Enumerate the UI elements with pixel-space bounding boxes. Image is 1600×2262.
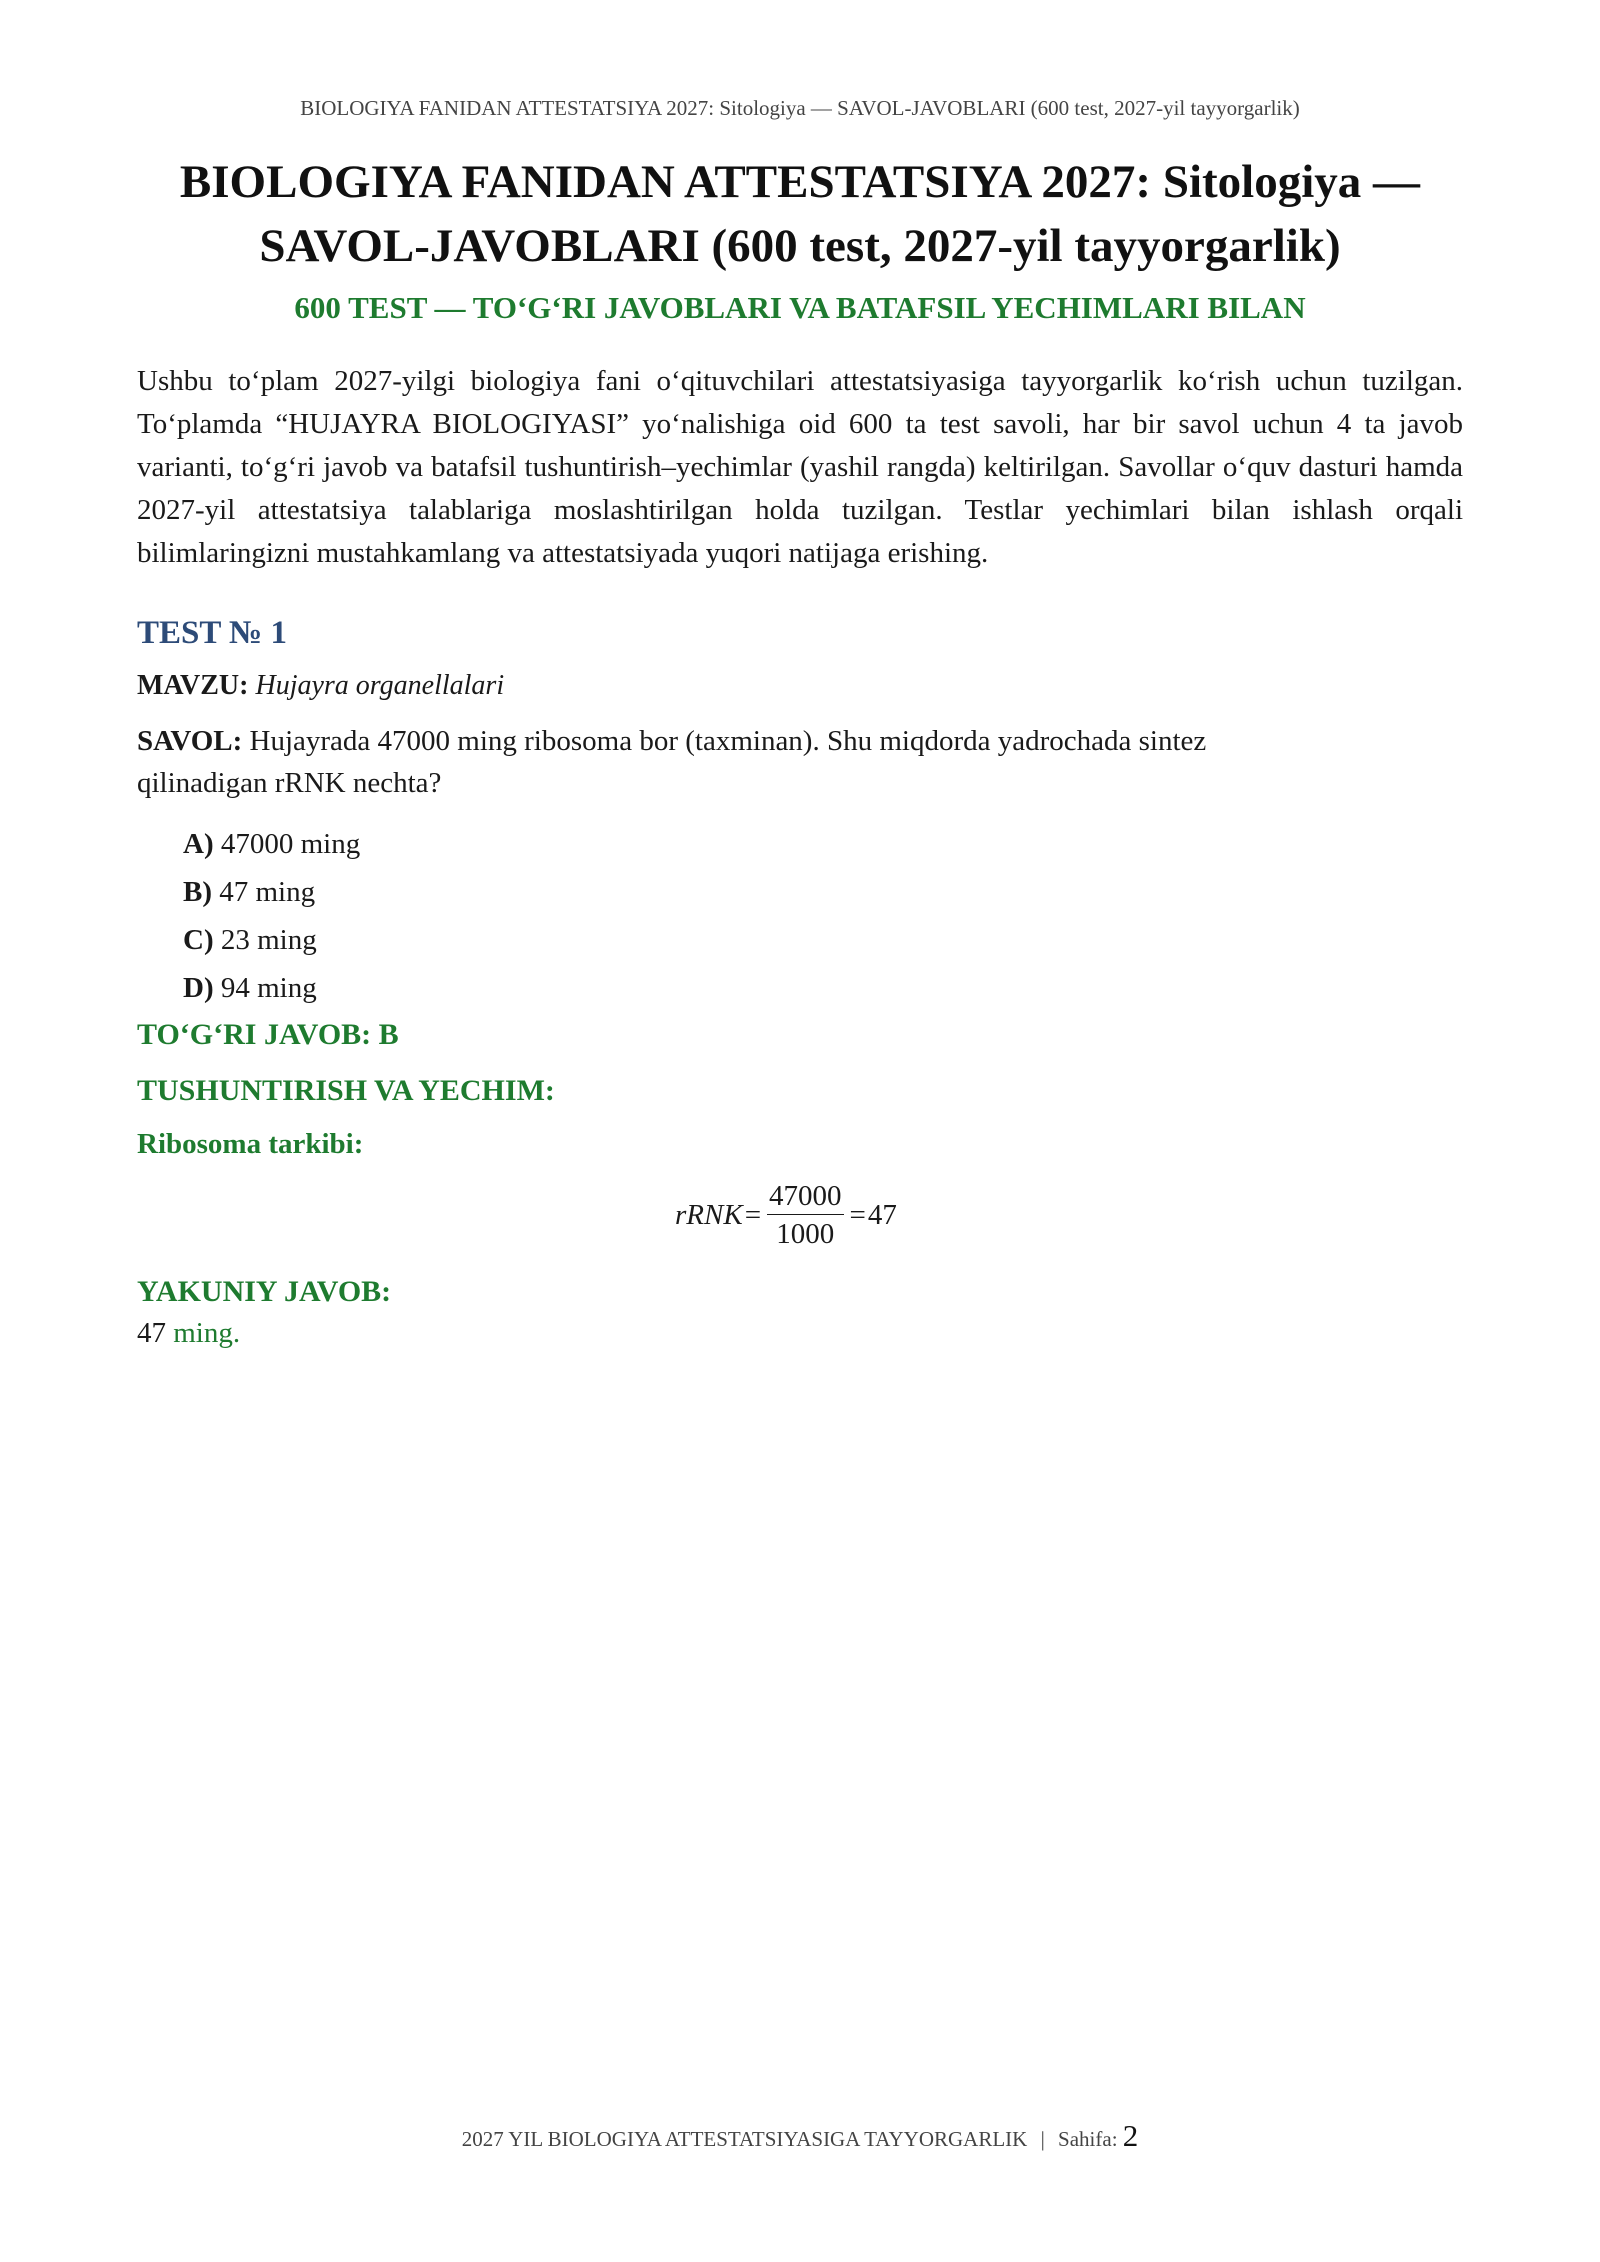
final-answer-heading: YAKUNIY JAVOB: (137, 1275, 392, 1308)
option-text: 47000 ming (220, 828, 361, 860)
formula-fraction (767, 1178, 844, 1253)
footer-page-label: Sahifa: (1058, 2127, 1118, 2151)
option-d (183, 964, 1463, 1012)
option-key: C) (183, 924, 214, 956)
page-content (137, 150, 1463, 1350)
topic-line (137, 670, 1463, 702)
option-b (183, 868, 1463, 916)
document-title-line-2: SAVOL-JAVOBLARI (600 test, 2027-yil tayyorgarlik) (259, 220, 1341, 272)
question-text: Hujayrada 47000 ming ribosoma bor (taxminan). Shu miqdorda yadrochada sintez qilinadigan rRNK nechta? (137, 725, 1207, 799)
option-text: 23 ming (220, 924, 317, 956)
page-footer (0, 2118, 1600, 2154)
formula-denominator: 1000 (776, 1217, 835, 1250)
question-label: SAVOL: (137, 725, 243, 757)
page-number: 2 (1122, 2118, 1139, 2153)
formula (675, 1175, 897, 1255)
topic-label: MAVZU: (137, 670, 249, 701)
option-c (183, 916, 1463, 964)
formula-result: 47 (867, 1198, 897, 1231)
final-answer-value: 47 (137, 1317, 166, 1349)
footer-text: 2027 YIL BIOLOGIYA ATTESTATSIYASIGA TAYYORGARLIK (461, 2127, 1028, 2151)
answer-options (183, 820, 1463, 1012)
formula-equals: = (849, 1198, 866, 1231)
option-key: B) (183, 876, 212, 908)
formula-block (137, 1175, 1463, 1255)
explanation-heading: TUSHUNTIRISH VA YECHIM: (137, 1074, 555, 1107)
formula-lhs: rRNK (675, 1198, 743, 1231)
running-header: BIOLOGIYA FANIDAN ATTESTATSIYA 2027: Sitologiya — SAVOL-JAVOBLARI (600 test, 2027-yil tayyorgarlik) (300, 96, 1300, 120)
option-a (183, 820, 1463, 868)
formula-equals: = (744, 1198, 762, 1231)
option-text: 47 ming (219, 876, 316, 908)
document-subtitle: 600 TEST — TO‘G‘RI JAVOBLARI VA BATAFSIL YECHIMLARI BILAN (294, 290, 1306, 325)
formula-numerator: 47000 (767, 1178, 844, 1215)
option-key: D) (183, 972, 214, 1004)
document-title-line-1: BIOLOGIYA FANIDAN ATTESTATSIYA 2027: Sitologiya — (179, 156, 1421, 208)
final-answer (137, 1317, 1463, 1350)
question-block (137, 720, 1337, 804)
document-title (137, 150, 1463, 278)
ribosome-heading: Ribosoma tarkibi: (137, 1128, 364, 1160)
correct-answer: TO‘G‘RI JAVOB: B (137, 1018, 399, 1051)
option-key: A) (183, 828, 214, 860)
test-heading: TEST № 1 (137, 615, 287, 651)
final-answer-unit: ming. (173, 1317, 241, 1349)
intro-paragraph: Ushbu to‘plam 2027-yilgi biologiya fani o‘qituvchilari attestatsiyasiga tayyorgarlik ko‘rish uchun tuzilgan. To‘plamda “HUJAYRA BIOLOGIYASI” yo‘nalishiga oid 600 ta test savoli, har bir savol uchun 4 ta javob varianti, to‘g‘ri javob va batafsil tushuntirish–yechimlar (yashil rangda) keltirilgan. Savollar o‘quv dasturi hamda 2027-yil attestatsiya talablariga moslashtirilgan holda tuzilgan. Testlar yechimlari bilan ishlash orqali bilimlaringizni mustahkamlang va attestatsiyada yuqori natijaga erishing. (137, 365, 1463, 569)
option-text: 94 ming (220, 972, 317, 1004)
footer-separator: | (1040, 2127, 1045, 2151)
topic-value: Hujayra organellalari (255, 670, 505, 701)
